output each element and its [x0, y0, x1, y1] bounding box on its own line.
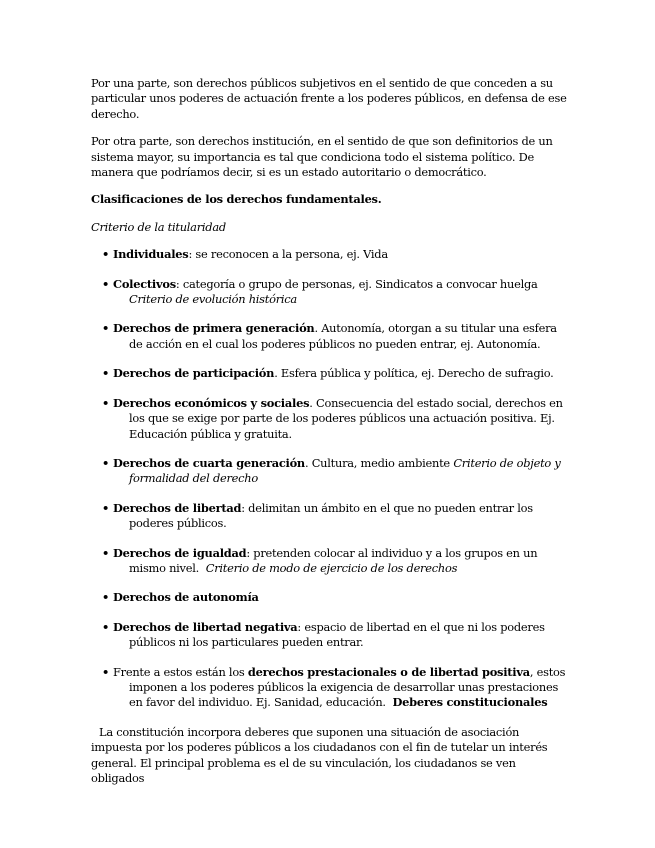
item-text: . Consecuencia del estado social, derechos en los que se exige por parte de los poderes públicos una actuación positiva. Ej. Educación pública y gratuita. [129, 395, 563, 441]
item-text: . Esfera pública y política, ej. Derecho de sufragio. [274, 366, 554, 381]
paragraph-institutional-rights: Por otra parte, son derechos institución, en el sentido de que son definitorios de un sistema mayor, su importancia es tal que condiciona todo el sistema político. De manera que podríamos decir, si es un estado autoritario o democrático. [91, 134, 553, 180]
item-criterion: Criterio de modo de ejercicio de los derechos [205, 560, 458, 575]
list-item [91, 247, 569, 262]
item-criterion: Criterio de evolución histórica [129, 292, 297, 307]
item-text: . Cultura, medio ambiente [304, 455, 450, 470]
paragraph-subjective-rights: Por una parte, son derechos públicos subjetivos en el sentido de que conceden a su particular unos poderes de actuación frente a los poderes públicos, en defensa de ese derecho. [91, 76, 567, 121]
item-term: Derechos de cuarta generación [113, 455, 305, 470]
item-term: Colectivos [113, 276, 176, 291]
item-term: Derechos de participación [113, 366, 275, 381]
item-term: derechos prestacionales o de libertad positiva [247, 664, 530, 679]
list-item [91, 456, 569, 487]
item-term: Derechos de igualdad [113, 545, 247, 560]
list-item [91, 396, 569, 442]
list-item [91, 546, 569, 577]
item-text: . Autonomía, otorgan a su titular una esfera de acción en el cual los poderes públicos no pueden entrar, ej. Autonomía. [129, 321, 557, 351]
item-text: : se reconocen a la persona, ej. Vida [188, 247, 388, 262]
item-term: Derechos de libertad [113, 500, 242, 515]
item-text: : pretenden colocar al individuo y a los grupos en un mismo nivel. [129, 545, 538, 575]
bullet-icon: • [102, 664, 110, 679]
criterion-label: Criterio de la titularidad [91, 219, 226, 234]
bullet-icon: • [102, 500, 110, 515]
rights-list [91, 247, 569, 711]
bullet-icon: • [102, 455, 110, 470]
item-text: : categoría o grupo de personas, ej. Sindicatos a convocar huelga [175, 276, 538, 291]
bullet-icon: • [102, 545, 110, 560]
section-heading: Clasificaciones de los derechos fundamentales. [91, 192, 382, 207]
list-item [91, 665, 569, 711]
item-text: Frente a estos están los [113, 664, 248, 679]
bullet-icon: • [102, 619, 110, 634]
item-term: Derechos de primera generación [113, 321, 315, 336]
bullet-icon: • [102, 247, 110, 262]
document-body [91, 76, 569, 786]
list-item [91, 620, 569, 651]
item-criterion: Criterio de objeto y formalidad del derecho [129, 455, 561, 486]
bullet-icon: • [102, 590, 110, 605]
list-item [91, 321, 569, 352]
subsection-title: Deberes constitucionales [392, 695, 548, 710]
list-item [91, 501, 569, 532]
item-term: Derechos de autonomía [113, 590, 259, 605]
paragraph-constitutional-duties: La constitución incorpora deberes que suponen una situación de asociación impuesta por los poderes públicos a los ciudadanos con el fin de tutelar un interés general. El principal problema es el de su vinculación, los ciudadanos se ven obligados [91, 724, 548, 785]
list-item [91, 590, 569, 605]
item-term: Derechos económicos y sociales [113, 395, 310, 410]
bullet-icon: • [102, 321, 110, 336]
item-text: : espacio de libertad en el que ni los poderes públicos ni los particulares pueden entrar. [129, 619, 545, 650]
item-term: Individuales [113, 247, 189, 262]
bullet-icon: • [102, 366, 110, 381]
bullet-icon: • [102, 276, 110, 291]
bullet-icon: • [102, 395, 110, 410]
list-item [91, 277, 569, 308]
list-item [91, 366, 569, 381]
item-text: , estos imponen a los poderes públicos la exigencia de desarrollar unas prestaciones en favor del individuo. Ej. Sanidad, educación. [129, 664, 566, 710]
item-term: Derechos de libertad negativa [113, 619, 298, 634]
item-text: : delimitan un ámbito en el que no pueden entrar los poderes públicos. [129, 500, 533, 531]
